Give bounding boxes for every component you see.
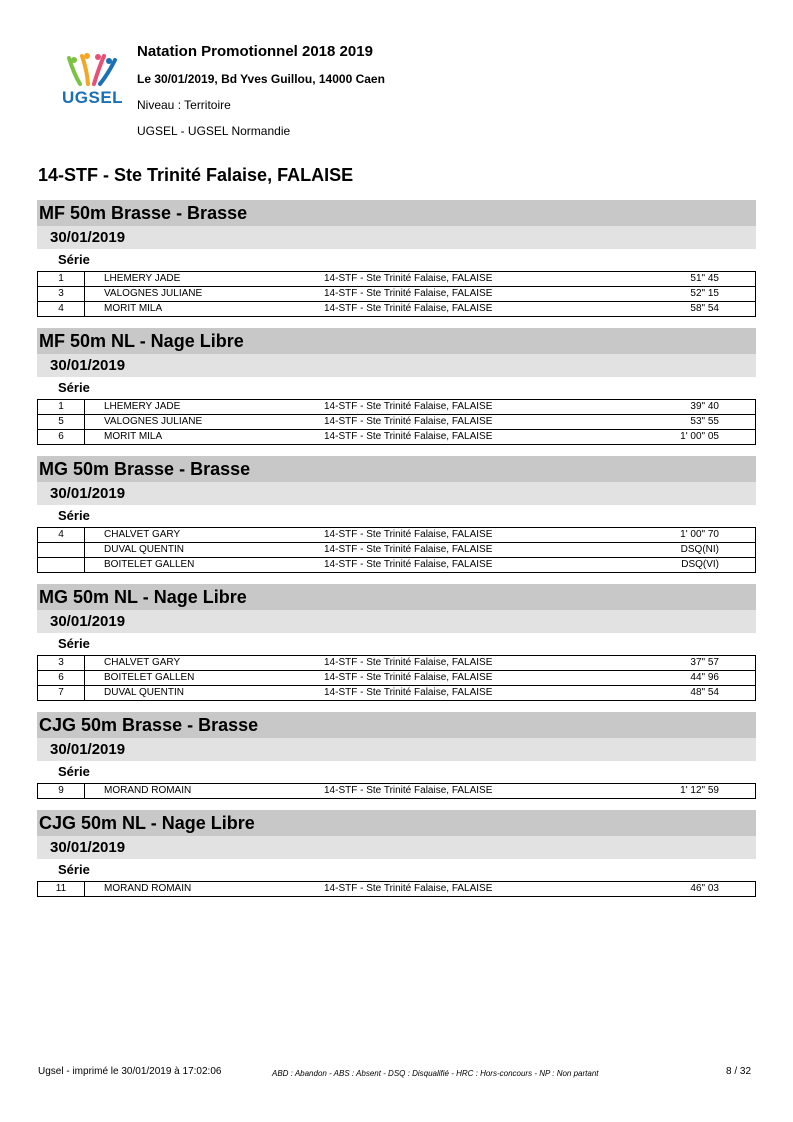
event-title: CJG 50m NL - Nage Libre bbox=[37, 810, 756, 836]
rank-cell: 6 bbox=[38, 671, 85, 686]
rank-cell: 11 bbox=[38, 882, 85, 897]
time-cell: 39" 40 bbox=[664, 400, 756, 415]
swimmer-name-cell: VALOGNES JULIANE bbox=[85, 415, 325, 430]
serie-label: Série bbox=[58, 508, 90, 523]
time-cell: 53" 55 bbox=[664, 415, 756, 430]
event-date: 30/01/2019 bbox=[37, 738, 756, 761]
events-list bbox=[37, 200, 756, 908]
time-cell: 37" 57 bbox=[664, 656, 756, 671]
rank-cell: 1 bbox=[38, 400, 85, 415]
rank-cell: 4 bbox=[38, 528, 85, 543]
club-cell: 14-STF - Ste Trinité Falaise, FALAISE bbox=[324, 272, 664, 287]
event-title: MG 50m NL - Nage Libre bbox=[37, 584, 756, 610]
table-row bbox=[38, 272, 756, 287]
competition-date-location: Le 30/01/2019, Bd Yves Guillou, 14000 Caen bbox=[137, 72, 385, 86]
time-cell: 46" 03 bbox=[664, 882, 756, 897]
table-row bbox=[38, 686, 756, 701]
event-title: MG 50m Brasse - Brasse bbox=[37, 456, 756, 482]
event-date: 30/01/2019 bbox=[37, 836, 756, 859]
club-cell: 14-STF - Ste Trinité Falaise, FALAISE bbox=[324, 287, 664, 302]
time-cell: 48" 54 bbox=[664, 686, 756, 701]
table-row bbox=[38, 400, 756, 415]
club-cell: 14-STF - Ste Trinité Falaise, FALAISE bbox=[324, 686, 664, 701]
event-title: MF 50m NL - Nage Libre bbox=[37, 328, 756, 354]
table-row bbox=[38, 671, 756, 686]
club-cell: 14-STF - Ste Trinité Falaise, FALAISE bbox=[324, 558, 664, 573]
serie-label: Série bbox=[58, 862, 90, 877]
event-date: 30/01/2019 bbox=[37, 482, 756, 505]
event-section bbox=[37, 712, 756, 799]
table-row bbox=[38, 430, 756, 445]
event-section bbox=[37, 200, 756, 317]
event-date: 30/01/2019 bbox=[37, 354, 756, 377]
swimmer-name-cell: MORIT MILA bbox=[85, 302, 325, 317]
competition-title: Natation Promotionnel 2018 2019 bbox=[137, 43, 373, 60]
club-cell: 14-STF - Ste Trinité Falaise, FALAISE bbox=[324, 671, 664, 686]
swimmer-name-cell: BOITELET GALLEN bbox=[85, 671, 325, 686]
time-cell: 1' 12" 59 bbox=[664, 784, 756, 799]
club-cell: 14-STF - Ste Trinité Falaise, FALAISE bbox=[324, 528, 664, 543]
table-row bbox=[38, 882, 756, 897]
swimmer-name-cell: MORAND ROMAIN bbox=[85, 882, 325, 897]
event-section bbox=[37, 584, 756, 701]
club-cell: 14-STF - Ste Trinité Falaise, FALAISE bbox=[324, 656, 664, 671]
rank-cell bbox=[38, 543, 85, 558]
swimmer-name-cell: DUVAL QUENTIN bbox=[85, 543, 325, 558]
serie-label: Série bbox=[58, 636, 90, 651]
results-table bbox=[37, 881, 756, 897]
event-title: MF 50m Brasse - Brasse bbox=[37, 200, 756, 226]
footer-legend: ABD : Abandon - ABS : Absent - DSQ : Disqualifié - HRC : Hors-concours - NP : Non partant bbox=[272, 1069, 599, 1078]
rank-cell: 1 bbox=[38, 272, 85, 287]
swimmer-name-cell: MORIT MILA bbox=[85, 430, 325, 445]
club-cell: 14-STF - Ste Trinité Falaise, FALAISE bbox=[324, 882, 664, 897]
table-row bbox=[38, 543, 756, 558]
table-row bbox=[38, 656, 756, 671]
swimmer-name-cell: MORAND ROMAIN bbox=[85, 784, 325, 799]
footer-printed: Ugsel - imprimé le 30/01/2019 à 17:02:06 bbox=[38, 1066, 222, 1077]
swimmer-name-cell: LHEMERY JADE bbox=[85, 272, 325, 287]
results-table bbox=[37, 271, 756, 317]
club-cell: 14-STF - Ste Trinité Falaise, FALAISE bbox=[324, 784, 664, 799]
swimmer-name-cell: VALOGNES JULIANE bbox=[85, 287, 325, 302]
rank-cell: 5 bbox=[38, 415, 85, 430]
event-title: CJG 50m Brasse - Brasse bbox=[37, 712, 756, 738]
swimmer-name-cell: BOITELET GALLEN bbox=[85, 558, 325, 573]
club-cell: 14-STF - Ste Trinité Falaise, FALAISE bbox=[324, 400, 664, 415]
table-row bbox=[38, 302, 756, 317]
rank-cell: 3 bbox=[38, 656, 85, 671]
logo-text: UGSEL bbox=[62, 88, 124, 107]
rank-cell: 7 bbox=[38, 686, 85, 701]
competition-level: Niveau : Territoire bbox=[137, 98, 231, 112]
club-cell: 14-STF - Ste Trinité Falaise, FALAISE bbox=[324, 302, 664, 317]
results-table bbox=[37, 527, 756, 573]
event-date: 30/01/2019 bbox=[37, 226, 756, 249]
event-date: 30/01/2019 bbox=[37, 610, 756, 633]
serie-label: Série bbox=[58, 252, 90, 267]
table-row bbox=[38, 528, 756, 543]
time-cell: 1' 00" 05 bbox=[664, 430, 756, 445]
rank-cell: 3 bbox=[38, 287, 85, 302]
rank-cell: 6 bbox=[38, 430, 85, 445]
swimmer-name-cell: CHALVET GARY bbox=[85, 528, 325, 543]
rank-cell: 4 bbox=[38, 302, 85, 317]
results-table bbox=[37, 399, 756, 445]
serie-label: Série bbox=[58, 764, 90, 779]
time-cell: DSQ(VI) bbox=[664, 558, 756, 573]
swimmer-name-cell: DUVAL QUENTIN bbox=[85, 686, 325, 701]
club-title: 14-STF - Ste Trinité Falaise, FALAISE bbox=[38, 165, 354, 185]
table-row bbox=[38, 558, 756, 573]
club-cell: 14-STF - Ste Trinité Falaise, FALAISE bbox=[324, 430, 664, 445]
competition-organization: UGSEL - UGSEL Normandie bbox=[137, 124, 291, 138]
time-cell: DSQ(NI) bbox=[664, 543, 756, 558]
rank-cell: 9 bbox=[38, 784, 85, 799]
page-header bbox=[0, 0, 793, 150]
time-cell: 52" 15 bbox=[664, 287, 756, 302]
time-cell: 1' 00" 70 bbox=[664, 528, 756, 543]
time-cell: 51" 45 bbox=[664, 272, 756, 287]
event-section bbox=[37, 456, 756, 573]
event-section bbox=[37, 328, 756, 445]
serie-label: Série bbox=[58, 380, 90, 395]
table-row bbox=[38, 287, 756, 302]
swimmer-name-cell: CHALVET GARY bbox=[85, 656, 325, 671]
footer-page-number: 8 / 32 bbox=[726, 1066, 752, 1077]
results-table bbox=[37, 783, 756, 799]
time-cell: 44" 96 bbox=[664, 671, 756, 686]
swimmer-name-cell: LHEMERY JADE bbox=[85, 400, 325, 415]
table-row bbox=[38, 784, 756, 799]
club-cell: 14-STF - Ste Trinité Falaise, FALAISE bbox=[324, 543, 664, 558]
results-table bbox=[37, 655, 756, 701]
time-cell: 58" 54 bbox=[664, 302, 756, 317]
table-row bbox=[38, 415, 756, 430]
event-section bbox=[37, 810, 756, 897]
rank-cell bbox=[38, 558, 85, 573]
club-cell: 14-STF - Ste Trinité Falaise, FALAISE bbox=[324, 415, 664, 430]
